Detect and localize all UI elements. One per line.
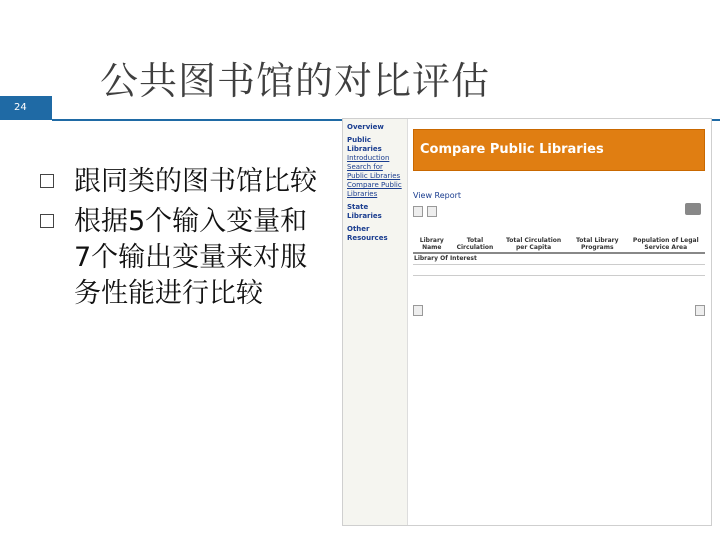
page-number: 24 xyxy=(0,96,52,120)
table-row xyxy=(413,265,705,276)
bullet-text: 跟同类的图书馆比较 xyxy=(74,166,317,197)
report-buttons xyxy=(413,206,705,217)
table-cell xyxy=(451,276,500,287)
sidebar-public-libraries[interactable]: Public Libraries xyxy=(347,136,382,153)
table-cell xyxy=(499,276,568,287)
embedded-screenshot xyxy=(342,118,712,526)
table-cell xyxy=(499,265,568,276)
bullet-list xyxy=(40,164,330,316)
column-header: Population of Legal Service Area xyxy=(632,237,699,251)
bottom-buttons xyxy=(413,305,705,316)
sidebar-other-resources[interactable]: Other Resources xyxy=(347,225,388,242)
back-button[interactable] xyxy=(413,305,423,316)
compare-banner: Compare Public Libraries xyxy=(413,129,705,171)
table-cell xyxy=(568,276,627,287)
table-row xyxy=(413,276,705,287)
table-cell xyxy=(627,276,705,287)
table-cell xyxy=(568,265,627,276)
table-header-row xyxy=(413,236,705,253)
table-notes xyxy=(413,292,705,299)
column-header: Total Circulation xyxy=(456,237,494,251)
column-header: Library Name xyxy=(419,237,444,251)
table-section-row xyxy=(413,253,705,265)
report-note xyxy=(413,223,705,230)
library-link[interactable] xyxy=(413,276,451,287)
sidebar-link[interactable]: Introduction xyxy=(347,154,390,162)
sidebar-state-libraries[interactable]: State Libraries xyxy=(347,203,382,220)
library-link[interactable] xyxy=(413,265,451,276)
bullet-box-icon xyxy=(40,214,54,228)
report-button[interactable] xyxy=(413,206,423,217)
breadcrumb[interactable] xyxy=(413,175,705,183)
table-section-label: Library Of Interest xyxy=(413,253,705,265)
screenshot-sidebar xyxy=(343,119,408,525)
sidebar-link[interactable]: Compare Public Libraries xyxy=(347,181,402,198)
bullet-box-icon xyxy=(40,174,54,188)
sidebar-overview[interactable]: Overview xyxy=(347,123,384,131)
screenshot-main xyxy=(413,129,705,316)
sidebar-link[interactable]: Search for Public Libraries xyxy=(347,163,401,180)
new-search-button[interactable] xyxy=(695,305,705,316)
comparison-table xyxy=(413,236,705,286)
table-cell xyxy=(627,265,705,276)
slide-title: 公共图书馆的对比评估 xyxy=(100,59,491,103)
bullet-text: 根据5个输入变量和7个输出变量来对服务性能进行比较 xyxy=(74,206,308,309)
column-header: Total Library Programs xyxy=(575,237,619,251)
table-cell xyxy=(451,265,500,276)
printer-icon[interactable] xyxy=(685,203,701,215)
bullet-item xyxy=(40,204,330,312)
column-header: Total Circulation per Capita xyxy=(506,237,562,251)
bullet-item xyxy=(40,164,330,200)
view-report-heading: View Report xyxy=(413,191,462,200)
report-button[interactable] xyxy=(427,206,437,217)
